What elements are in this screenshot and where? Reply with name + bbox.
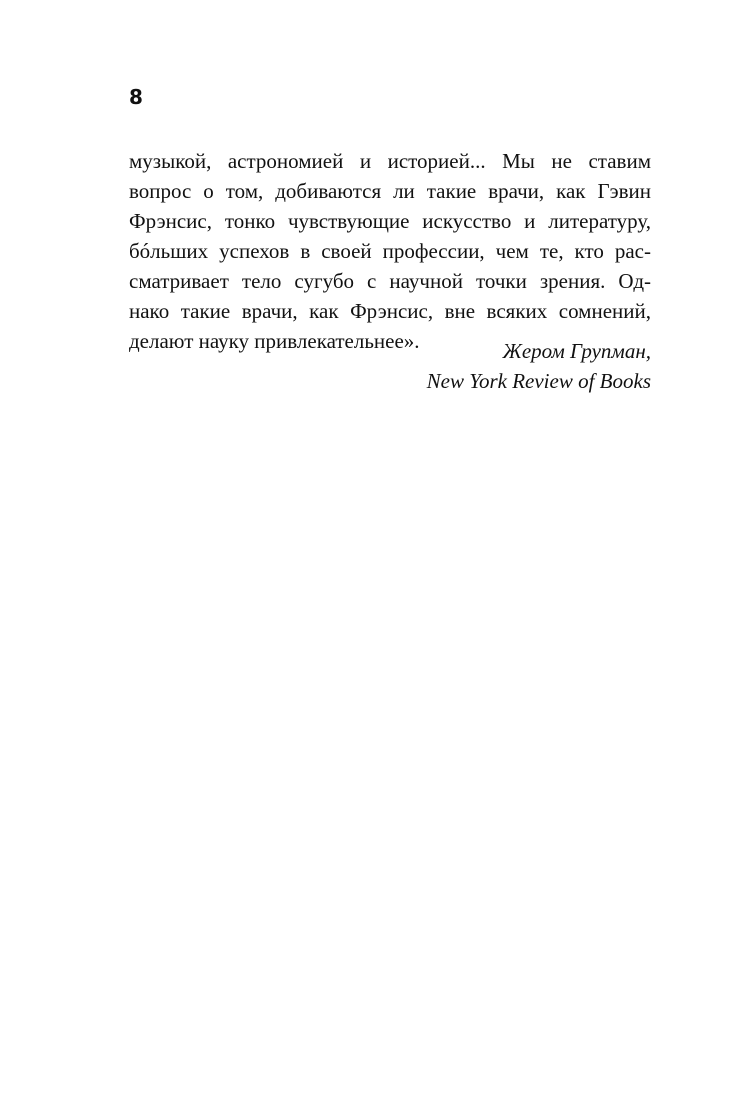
quote-line: нако такие врачи, как Фрэнсис, вне всяких сомнений,: [129, 299, 651, 323]
quote-line: вопрос о том, добиваются ли такие врачи, как Гэвин: [129, 179, 651, 203]
quote-line: Фрэнсис, тонко чувствующие искусство и литературу,: [129, 209, 651, 233]
quote-line: музыкой, астрономией и историей... Мы не ставим: [129, 149, 651, 173]
page-number: 8: [129, 85, 143, 109]
quote-line: делают науку привлекательнее».: [129, 329, 420, 353]
attribution-source: New York Review of Books: [426, 369, 651, 393]
quote-paragraph: [129, 146, 651, 356]
attribution: [427, 336, 651, 396]
quote-line: сматривает тело сугубо с научной точки зрения. Од-: [129, 269, 651, 293]
attribution-author: Жером Групман,: [502, 339, 651, 363]
quote-line: бóльших успехов в своей профессии, чем те, кто рас-: [129, 239, 651, 263]
